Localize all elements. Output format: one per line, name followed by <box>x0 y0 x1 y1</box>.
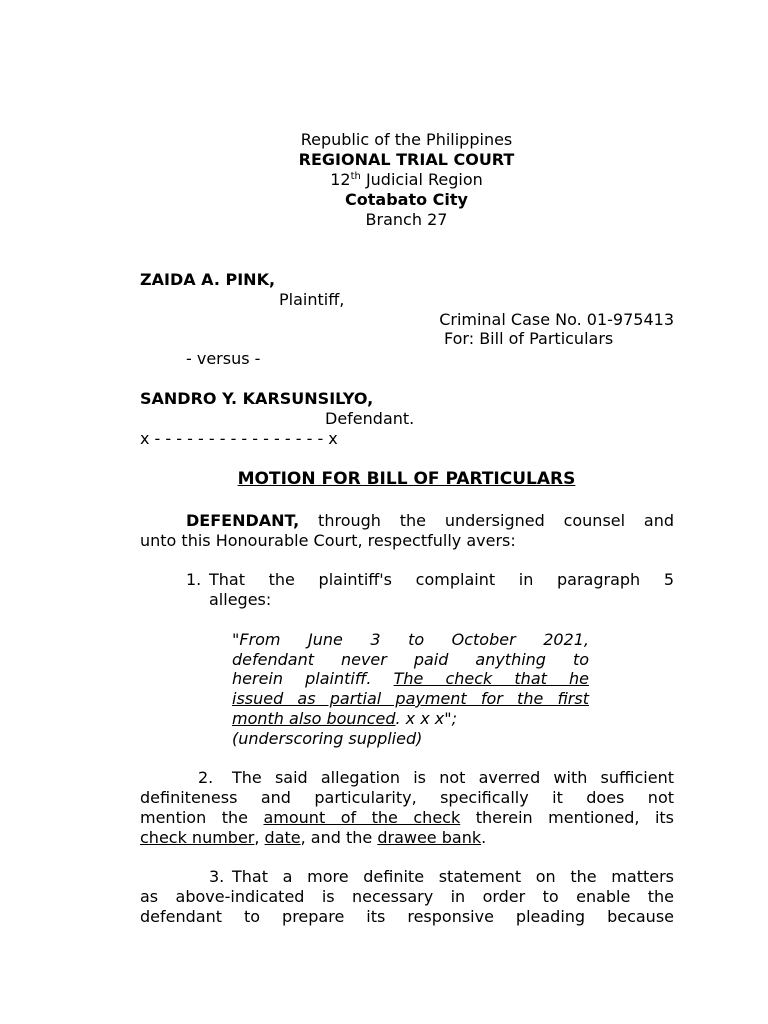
caption-separator: x - - - - - - - - - - - - - - - - x <box>140 429 338 448</box>
intro-line-2: unto this Honourable Court, respectfully avers: <box>140 531 516 550</box>
intro-rest: through the undersigned counsel and <box>299 511 674 530</box>
drawee-bank: drawee bank <box>377 828 482 847</box>
item-1-number: 1. <box>186 570 202 589</box>
quote-line-1: "From June 3 to October 2021, <box>232 630 589 649</box>
item-2-line-4: check number, date, and the drawee bank. <box>140 828 487 847</box>
court-name: REGIONAL TRIAL COURT <box>298 150 515 169</box>
region-ordinal: th <box>350 171 361 182</box>
case-subject: For: Bill of Particulars <box>444 329 614 348</box>
item-2-number: 2. <box>198 768 214 787</box>
quote-underlined: The check that he <box>393 669 589 688</box>
quote-underlined-end: month also bounced <box>232 709 396 728</box>
item-2-line-2: definiteness and particularity, specifically it does not <box>140 788 674 807</box>
intro-line-1 <box>186 511 674 531</box>
region-text: Judicial Region <box>360 170 483 189</box>
court-city: Cotabato City <box>345 190 468 209</box>
item-3-number: 3. <box>209 867 225 886</box>
amount-of-check: amount of the check <box>263 808 461 827</box>
check-number: check number <box>140 828 255 847</box>
versus-label: - versus - <box>186 349 261 368</box>
plaintiff-name: ZAIDA A. PINK, <box>140 270 276 289</box>
court-branch: Branch 27 <box>365 210 448 229</box>
item-2-line-3 <box>140 808 674 828</box>
item-2-line-1: The said allegation is not averred with sufficient <box>232 768 674 787</box>
quote-ending: . x x x"; <box>395 709 457 728</box>
quote-line-4: issued as partial payment for the first <box>232 689 589 708</box>
case-number: Criminal Case No. 01-975413 <box>439 310 674 329</box>
item-1-line-2: alleges: <box>209 590 272 609</box>
item-2-text-b: therein mentioned, its <box>475 808 674 827</box>
quote-text: herein plaintiff. <box>232 669 372 688</box>
defendant-name: SANDRO Y. KARSUNSILYO, <box>140 389 374 408</box>
quote-note: (underscoring supplied) <box>232 729 423 748</box>
item-3-line-2: as above-indicated is necessary in order to enable the <box>140 887 674 906</box>
republic-line: Republic of the Philippines <box>300 130 513 149</box>
item-3-line-1: That a more definite statement on the matters <box>232 867 674 886</box>
item-3-line-3: defendant to prepare its responsive pleading because <box>140 907 674 926</box>
item-2-text: mention the <box>140 808 248 827</box>
motion-title: MOTION FOR BILL OF PARTICULARS <box>237 469 576 489</box>
plaintiff-role: Plaintiff, <box>279 290 345 309</box>
item-1-line-1: That the plaintiff's complaint in paragraph 5 <box>209 570 674 589</box>
check-date: date <box>264 828 301 847</box>
quote-line-5 <box>232 709 457 729</box>
quote-line-2: defendant never paid anything to <box>232 650 589 669</box>
judicial-region <box>0 170 768 190</box>
quote-line-3 <box>232 669 589 689</box>
defendant-role: Defendant. <box>325 409 415 428</box>
intro-bold: DEFENDANT, <box>186 511 300 530</box>
region-number: 12 <box>330 170 351 189</box>
